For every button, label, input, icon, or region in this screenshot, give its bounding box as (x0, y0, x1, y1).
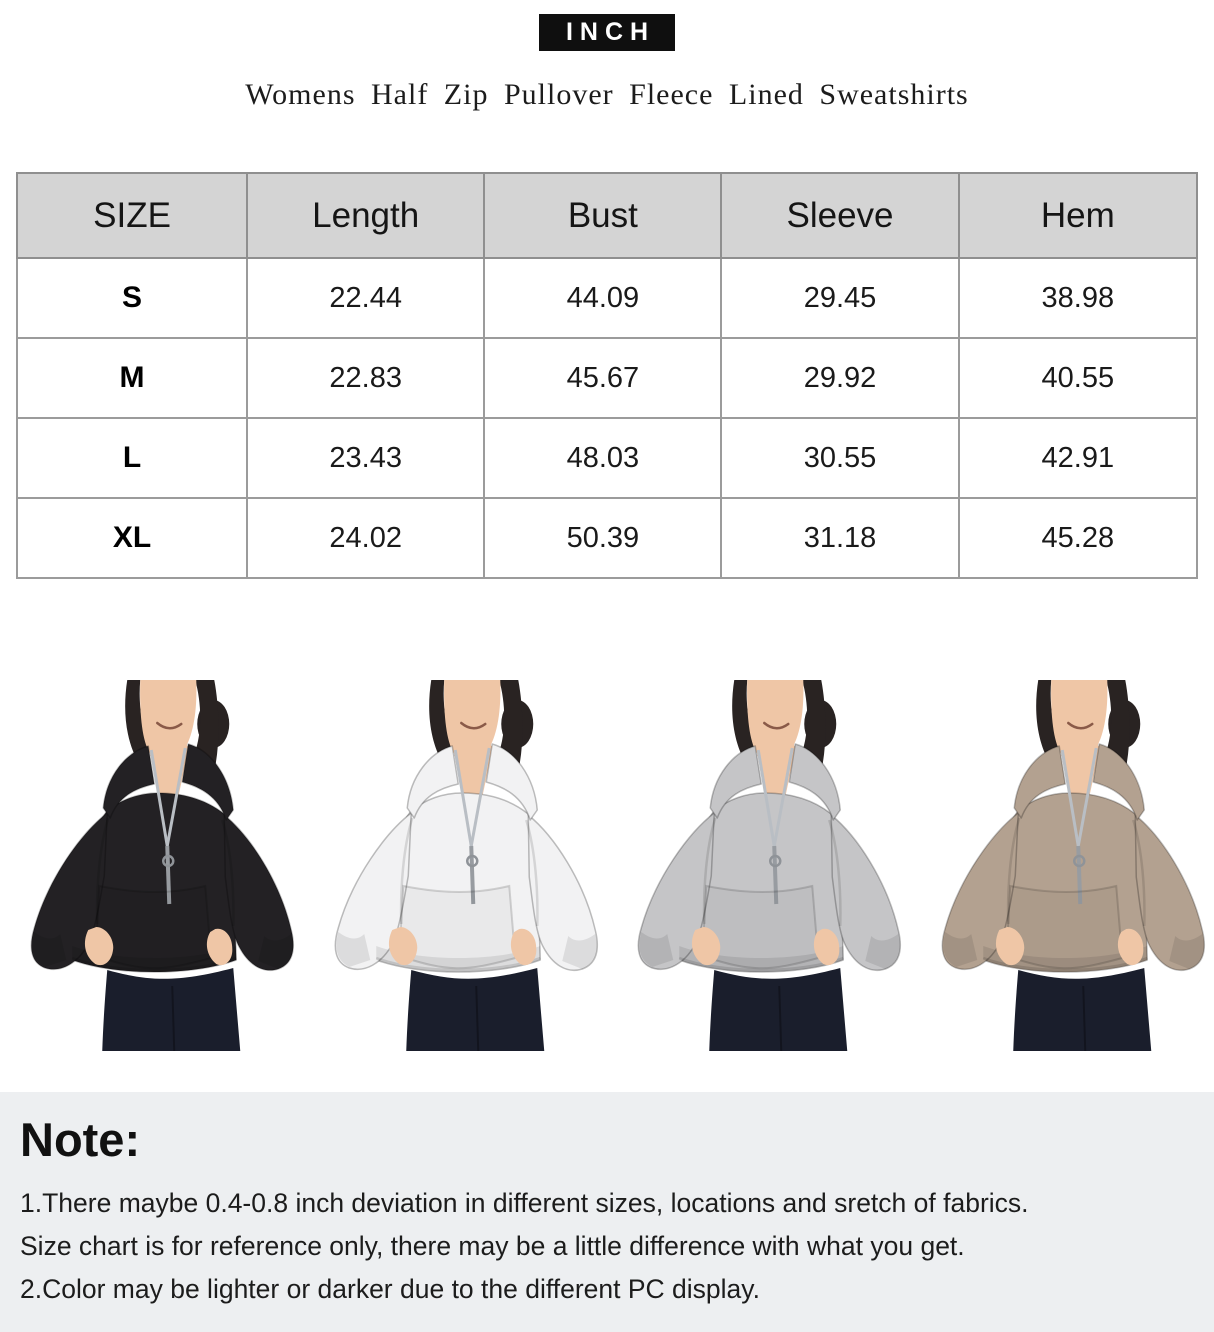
sleeve-value: 29.45 (721, 258, 958, 338)
note-heading: Note: (20, 1113, 141, 1166)
note-line-2: Size chart is for reference only, there may be a little difference with what you get. (20, 1231, 965, 1261)
bust-value: 50.39 (484, 498, 721, 578)
bust-value: 48.03 (484, 418, 721, 498)
table-row-xl (17, 498, 1197, 578)
product-title: Womens Half Zip Pullover Fleece Lined Sweatshirts (245, 78, 969, 111)
photo-black-colorway (0, 636, 304, 1051)
note-line-1: 1.There maybe 0.4-0.8 inch deviation in different sizes, locations and sretch of fabrics. (20, 1188, 1029, 1218)
length-value: 22.83 (247, 338, 484, 418)
bust-value: 44.09 (484, 258, 721, 338)
col-header-sleeve: Sleeve (721, 173, 958, 258)
sleeve-value: 29.92 (721, 338, 958, 418)
product-photos (0, 636, 1214, 1051)
sleeve-value: 30.55 (721, 418, 958, 498)
photo-khaki-colorway (911, 636, 1214, 1051)
note-line-3: 2.Color may be lighter or darker due to the different PC display. (20, 1274, 760, 1304)
sleeve-value: 31.18 (721, 498, 958, 578)
length-value: 22.44 (247, 258, 484, 338)
leggings (1013, 968, 1151, 1051)
hem-value: 42.91 (959, 418, 1197, 498)
photo-heather-grey-colorway (607, 636, 911, 1051)
size-label: M (17, 338, 247, 418)
bust-value: 45.67 (484, 338, 721, 418)
length-value: 24.02 (247, 498, 484, 578)
kangaroo-pocket (1006, 886, 1122, 968)
col-header-size: SIZE (17, 173, 247, 258)
table-row-l (17, 418, 1197, 498)
table-header-row (17, 173, 1197, 258)
hem-value: 38.98 (959, 258, 1197, 338)
size-label: XL (17, 498, 247, 578)
photo-white-colorway (304, 636, 608, 1051)
size-label: S (17, 258, 247, 338)
leggings (406, 968, 544, 1051)
hem-value: 45.28 (959, 498, 1197, 578)
unit-badge: INCH (539, 14, 675, 51)
table-row-s (17, 258, 1197, 338)
length-value: 23.43 (247, 418, 484, 498)
col-header-hem: Hem (959, 173, 1197, 258)
hem-value: 40.55 (959, 338, 1197, 418)
leggings (102, 968, 240, 1051)
kangaroo-pocket (95, 886, 211, 968)
col-header-bust: Bust (484, 173, 721, 258)
col-header-length: Length (247, 173, 484, 258)
table-row-m (17, 338, 1197, 418)
note-section (0, 1092, 1214, 1332)
kangaroo-pocket (702, 886, 818, 968)
leggings (709, 968, 847, 1051)
badge-row (0, 14, 1214, 51)
size-chart-table (16, 172, 1198, 579)
size-label: L (17, 418, 247, 498)
kangaroo-pocket (399, 886, 515, 968)
